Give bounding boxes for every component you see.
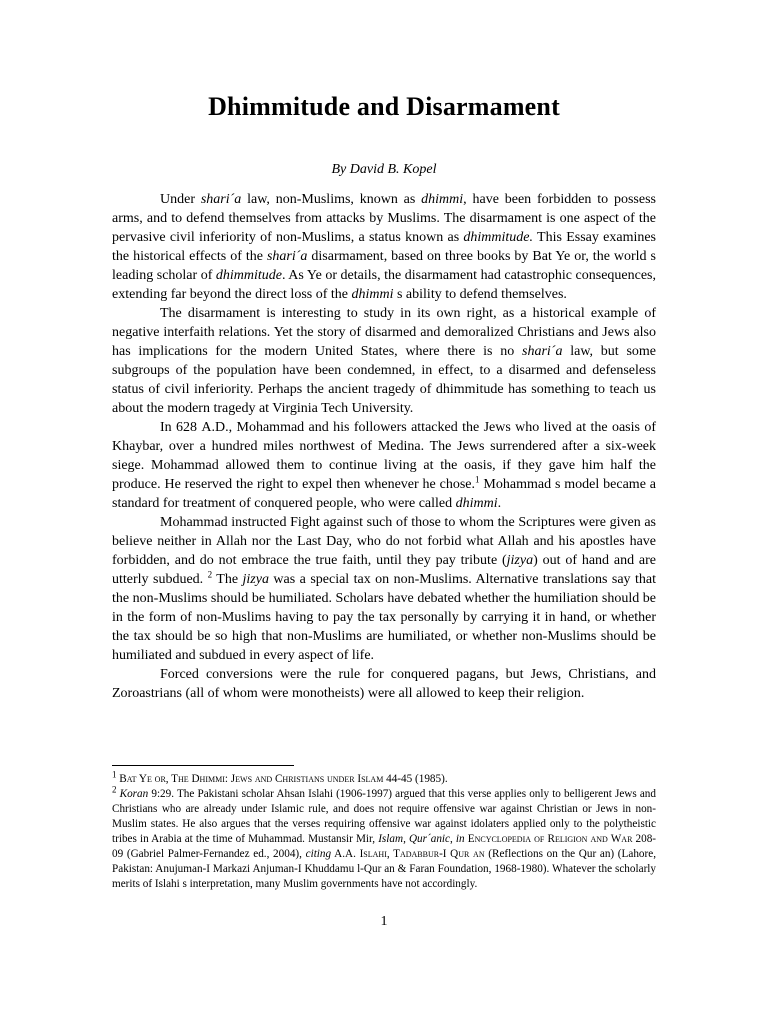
footnotes	[112, 769, 657, 892]
footnote-2: $^2$ Koran 9:29. The Pakistani scholar Ahsan Islahi (1906-1997) argued that this verse applies only to belligerent Jews and Christians who are already under Islamic rule, and does not require offensive war against Christian or Jews in non-Muslim states. He also argues that the verses requiring offensive war against idolaters applied only to the polytheistic tribes in Arabia at the time of Muhammad. Mustansir Mir, Islam, Qur´anic, in Encyclopedia of Religion and War 208-09 (Gabriel Palmer-Fernandez ed., 2004), citing A.A. Islahi, Tadabbur-I Qur an (Reflections on the Qur an) (Lahore, Pakistan: Anujuman-I Markazi Anjuman-I Khuddamu l-Qur an & Faran Foundation, 1968-1980). Whatever the scholarly merits of Islahi s interpretation, many Muslim governments have not accordingly.	[112, 784, 657, 890]
footnote-number: 1	[112, 769, 117, 780]
footnote-ref-2[interactable]: 2	[207, 569, 213, 580]
page-number: 1	[380, 914, 388, 929]
author-byline: By David B. Kopel	[331, 162, 437, 177]
paragraph-4: Mohammad instructed Fight against such of those to whom the Scriptures were given as believe neither in Allah nor the Last Day, who do not forbid what Allah and his apostles have forbidden, and do not embrace the true faith, until they pay tribute (jizya) out of hand and are utterly subdued. $^2$ The jizya was a special tax on non-Muslims. Alternative translations say that the non-Muslims should be humiliated. Scholars have debated whether the humiliation should be in the form of non-Muslims having to pay the tax personally by carrying it in hand, or whether the tax should be so high that non-Muslims are humiliated, or whether non-Muslims should be humiliated and subdued in every aspect of life.	[112, 515, 657, 663]
footnote-divider	[112, 765, 294, 766]
paper-title: Dhimmitude and Disarmament	[208, 92, 560, 121]
footnote-1: $^1$ Bat Ye or, The Dhimmi: Jews and Christians under Islam 44-45 (1985).	[112, 769, 448, 785]
footnote-number: 2	[112, 784, 117, 795]
paragraph-2: The disarmament is interesting to study in its own right, as a historical example of negative interfaith relations. Yet the story of disarmed and demoralized Christians and Jews also has implications for the modern United States, where there is no shari´a law, but some subgroups of the population have been condemned, in effect, to a disarmed and defenseless status of civil inferiority. Perhaps the ancient tragedy of dhimmitude has something to teach us about the modern tragedy at Virginia Tech University.	[112, 306, 656, 416]
paragraph-5: Forced conversions were the rule for conquered pagans, but Jews, Christians, and Zoroastrians (all of whom were monotheists) were all allowed to keep their religion.	[112, 667, 656, 701]
paragraph-1: Under shari´a law, non-Muslims, known as dhimmi, have been forbidden to possess arms, and to defend themselves from attacks by Muslims. The disarmament is one aspect of the pervasive civil inferiority of non-Muslims, a status known as dhimmitude. This Essay examines the historical effects of the shari´a disarmament, based on three books by Bat Ye or, the world s leading scholar of dhimmitude. As Ye or details, the disarmament had catastrophic consequences, extending far beyond the direct loss of the dhimmi s ability to defend themselves.	[112, 192, 657, 302]
footnote-ref-1[interactable]: 1	[475, 474, 480, 485]
paragraph-3: In 628 A.D., Mohammad and his followers attacked the Jews who lived at the oasis of Khaybar, over a hundred miles northwest of Medina. The Jews surrendered after a six-week siege. Mohammad allowed them to continue living at the oasis, if they gave him half the produce. He reserved the right to expel then whenever he chose.$^1$ Mohammad s model became a standard for treatment of conquered people, who were called dhimmi.	[112, 420, 657, 511]
body-text	[112, 190, 656, 703]
